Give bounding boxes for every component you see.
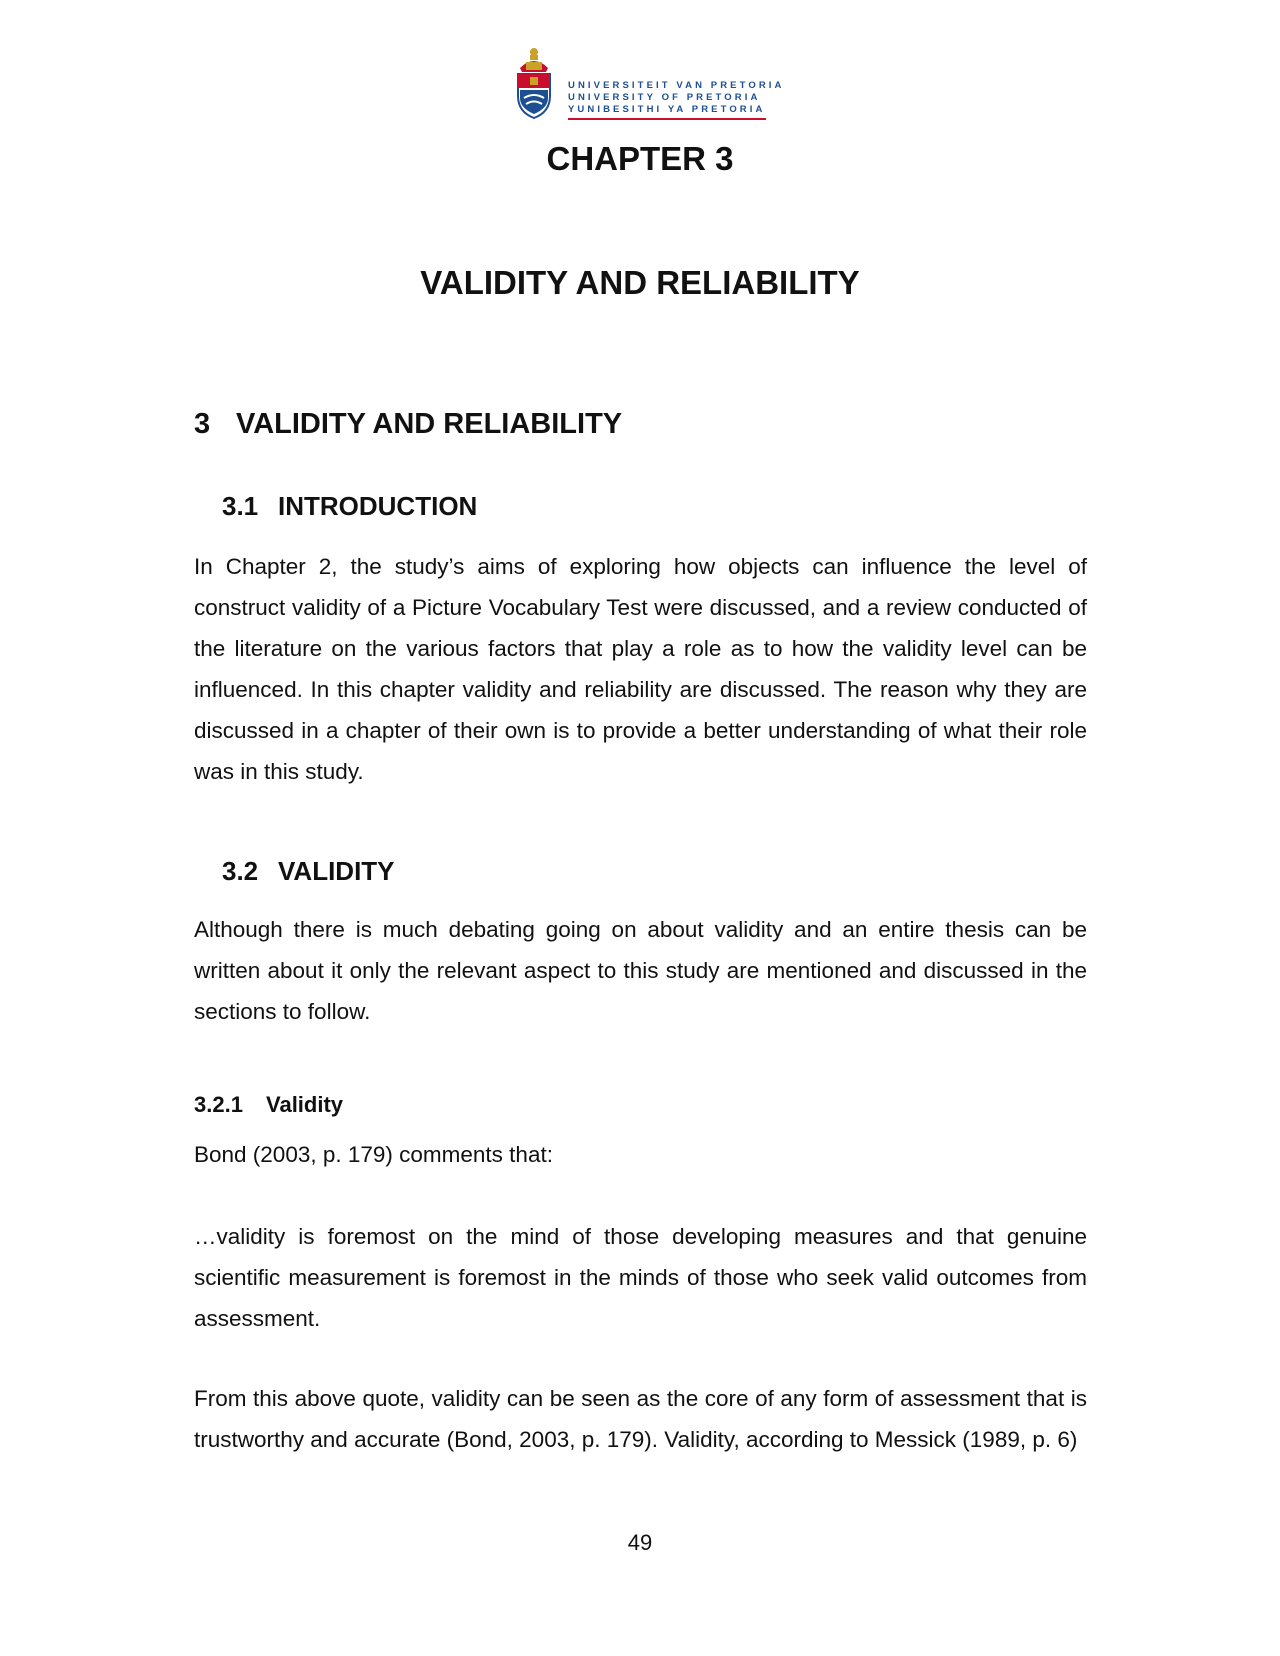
logo-underline (568, 118, 766, 120)
section-number: 3.2 (222, 856, 259, 886)
section-heading-3 (194, 408, 622, 441)
section-number: 3.2.1 (194, 1092, 243, 1117)
quote-discussion-paragraph: From this above quote, validity can be seen as the core of any form of assessment that is trustworthy and accurate (Bond, 2003, p. 179). Validity, according to Messick (1989, p. 6) (194, 1386, 1087, 1452)
logo-line-english: UNIVERSITY OF PRETORIA (568, 92, 761, 103)
section-title: INTRODUCTION (278, 491, 478, 521)
section-heading-3-2 (222, 856, 395, 887)
logo-line-sepedi: YUNIBESITHI YA PRETORIA (568, 104, 766, 115)
introduction-paragraph: In Chapter 2, the study’s aims of exploring how objects can influence the level of construct validity of a Picture Vocabulary Test were discussed, and a review conducted of the literature on the various factors that play a role as to how the validity level can be influenced. In this chapter validity and reliability are discussed. The reason why they are discussed in a chapter of their own is to provide a better understanding of what their role was in this study. (194, 554, 1087, 784)
bond-quote: …validity is foremost on the mind of those developing measures and that genuine scientific measurement is foremost in the minds of those who seek valid outcomes from assessment. (194, 1224, 1087, 1331)
chapter-title: VALIDITY AND RELIABILITY (420, 264, 860, 301)
page-number: 49 (627, 1530, 653, 1555)
university-crest-icon (510, 46, 558, 120)
university-logo (510, 46, 785, 124)
chapter-label: CHAPTER 3 (546, 140, 734, 177)
section-title: VALIDITY (278, 856, 395, 886)
section-number: 3 (194, 408, 211, 440)
section-title: Validity (266, 1092, 344, 1117)
university-name (568, 80, 785, 116)
section-number: 3.1 (222, 491, 259, 521)
bond-intro-paragraph: Bond (2003, p. 179) comments that: (194, 1142, 553, 1167)
section-title: VALIDITY AND RELIABILITY (236, 408, 623, 440)
section-heading-3-2-1 (194, 1092, 343, 1118)
section-heading-3-1 (222, 491, 477, 522)
logo-line-afrikaans: UNIVERSITEIT VAN PRETORIA (568, 80, 785, 91)
validity-paragraph: Although there is much debating going on about validity and an entire thesis can be written about it only the relevant aspect to this study are mentioned and discussed in the sections to follow. (194, 917, 1087, 1024)
